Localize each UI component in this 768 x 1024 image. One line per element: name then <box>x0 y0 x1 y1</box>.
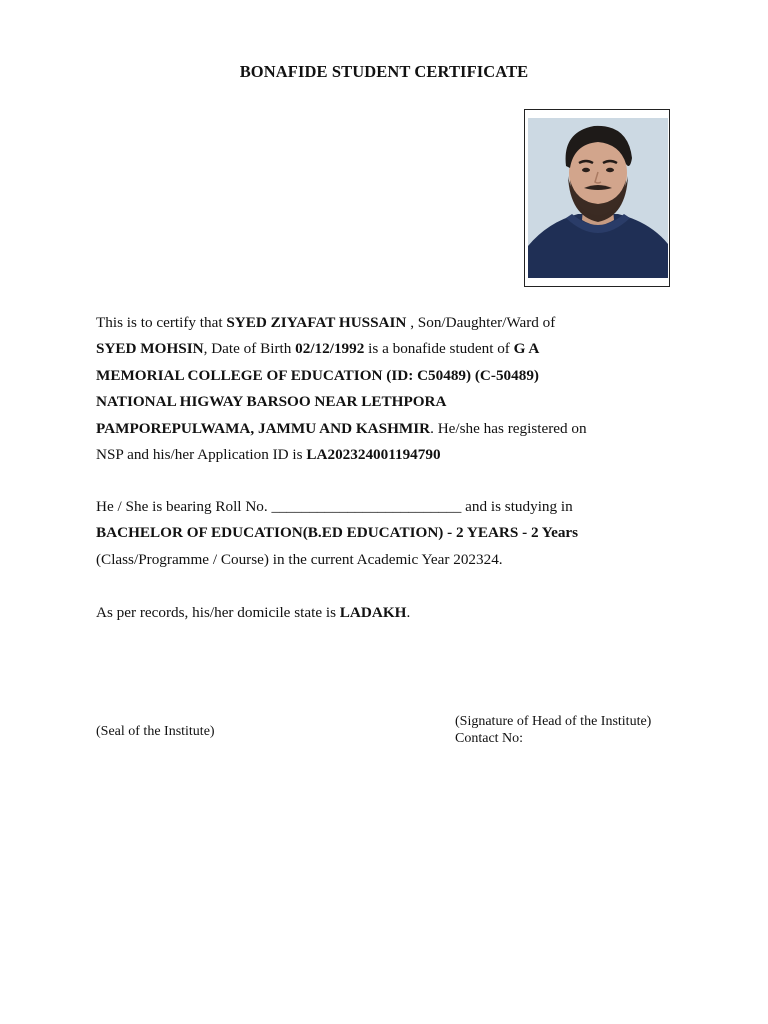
photo-frame <box>524 109 670 287</box>
guardian-name: SYED MOHSIN <box>96 340 204 358</box>
text-segment: . <box>406 604 411 621</box>
text-segment: , Date of Birth <box>203 340 296 358</box>
contact-label: Contact No: <box>455 731 524 746</box>
certificate-title: BONAFIDE STUDENT CERTIFICATE <box>239 62 529 81</box>
course-paragraph <box>96 494 676 573</box>
text-segment: As per records, his/her domicile state is <box>96 604 340 621</box>
text-segment: , Son/Daughter/Ward of <box>406 314 556 331</box>
student-name: SYED ZIYAFAT HUSSAIN <box>226 314 407 331</box>
text-segment: is a bonafide student of <box>364 340 514 358</box>
text-segment: and is studying in <box>461 498 573 515</box>
domicile-paragraph <box>96 600 676 626</box>
institute-address-line2: PAMPOREPULWAMA, JAMMU AND KASHMIR <box>96 419 431 437</box>
course-name: BACHELOR OF EDUCATION(B.ED EDUCATION) - 2 YEARS - 2 Years <box>96 524 579 542</box>
domicile-state: LADAKH <box>339 604 407 621</box>
student-photo-icon <box>528 118 668 278</box>
roll-number-blank: _________________________ <box>271 498 462 515</box>
text-segment: . He/she has registered on <box>430 419 587 437</box>
text-segment: This is to certify that <box>96 314 227 331</box>
signature-label: (Signature of Head of the Institute) <box>455 714 652 729</box>
certification-paragraph <box>96 310 676 468</box>
institute-name-line1: G A <box>513 340 540 358</box>
text-segment: (Class/Programme / Course) in the current Academic Year 202324. <box>96 550 503 568</box>
institute-name-line2: MEMORIAL COLLEGE OF EDUCATION (ID: C50489) (C-50489) <box>96 366 539 384</box>
application-id: LA202324001194790 <box>306 446 441 464</box>
text-segment: He / She is bearing Roll No. <box>96 498 272 515</box>
text-segment: NSP and his/her Application ID is <box>96 446 307 464</box>
institute-address-line1: NATIONAL HIGWAY BARSOO NEAR LETHPORA <box>96 393 447 411</box>
signature-block <box>455 713 651 747</box>
date-of-birth: 02/12/1992 <box>295 340 365 358</box>
seal-label: (Seal of the Institute) <box>96 724 215 739</box>
